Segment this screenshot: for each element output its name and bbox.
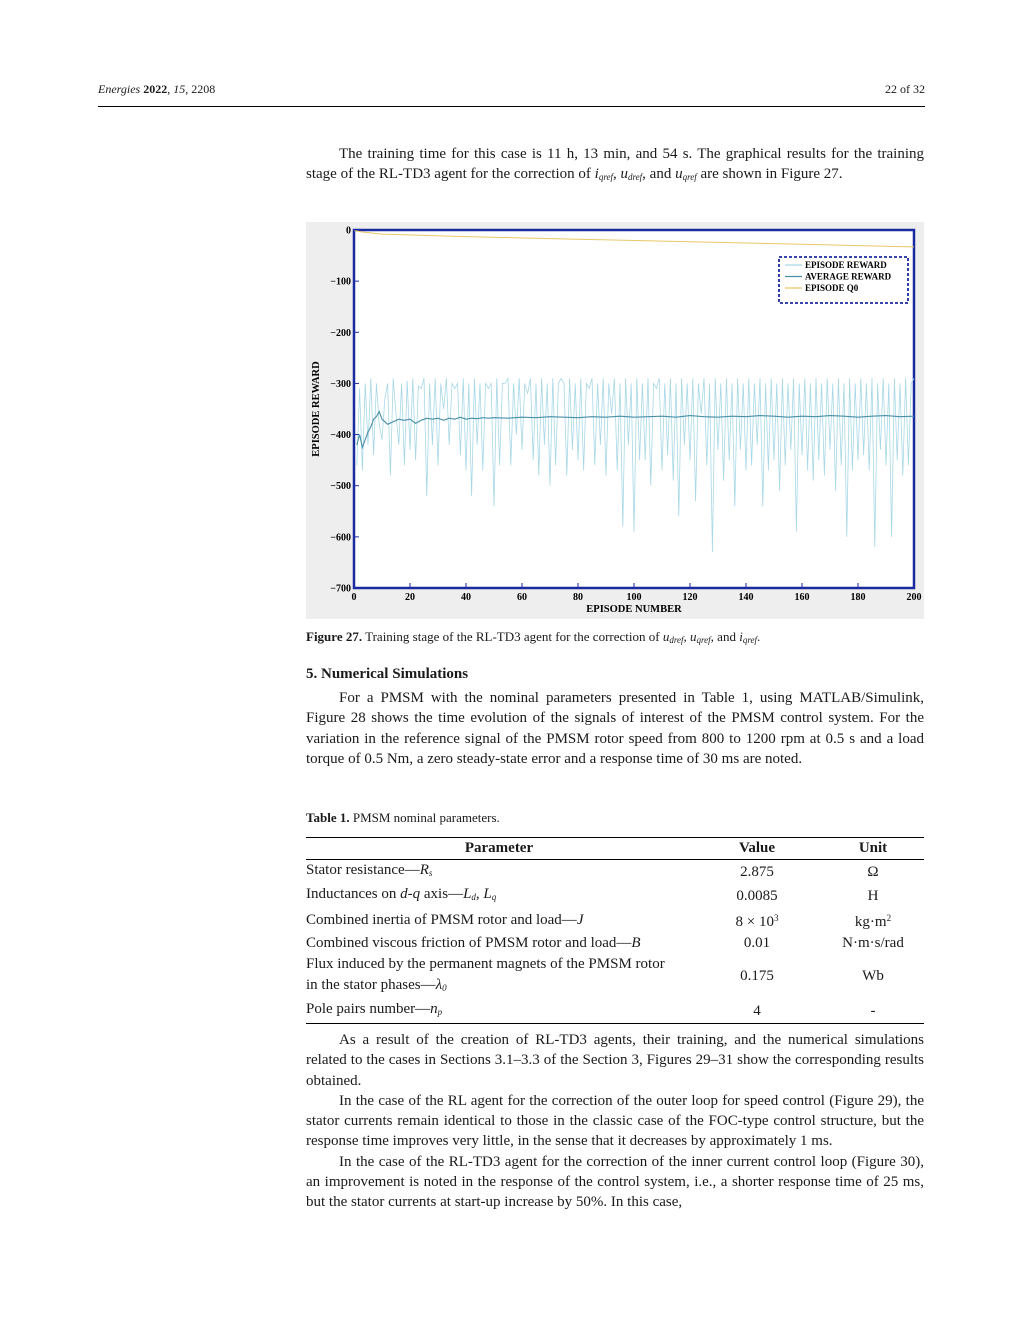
x-tick-label: 160	[794, 592, 810, 603]
caption-text: Training stage of the RL-TD3 agent for the correction of	[362, 629, 663, 644]
header-value: Value	[692, 838, 822, 860]
figure-27	[306, 222, 924, 619]
sep: , and	[710, 629, 740, 644]
param-symbol: n	[430, 1001, 438, 1017]
results-paragraph-1: As a result of the creation of RL-TD3 agents, their training, and the numerical simulations related to the cases in Sections 3.1–3.3 of the Section 3, Figures 29–31 show the corresponding results obtained.	[306, 1032, 924, 1089]
total-pages: 32	[913, 82, 925, 96]
y-tick-label: −300	[330, 378, 351, 390]
x-tick-label: 140	[738, 592, 754, 603]
legend-entry: EPISODE Q0	[805, 283, 859, 293]
param-sub: d	[471, 892, 476, 902]
param-text: Stator resistance—	[306, 862, 420, 878]
table-header-row	[306, 838, 924, 860]
intro-text-2: are shown in Figure 27.	[696, 166, 843, 183]
sub-dref: dref	[627, 172, 643, 183]
unit-cell: N·m·s/rad	[842, 935, 904, 951]
param-text: Pole pairs number—	[306, 1001, 431, 1017]
table-1	[306, 837, 924, 1024]
section-5	[306, 666, 924, 769]
x-tick-label: 40	[461, 592, 471, 603]
x-tick-label: 120	[682, 592, 698, 603]
unit-cell	[822, 908, 924, 933]
unit-cell: Ω	[867, 863, 879, 880]
intro-text-1: The training time for this case is 11 h, 13 min, and 54 s. The graphical results for the training stage of the RL-TD3 agent for the correction of	[306, 146, 924, 183]
table-caption-text: PMSM nominal parameters.	[349, 810, 500, 825]
param-text: axis—	[420, 886, 464, 902]
sep: .	[757, 629, 761, 644]
x-tick-label: 80	[573, 592, 583, 603]
var-u: u	[675, 166, 683, 183]
sep: , and	[642, 166, 676, 183]
y-axis-label: EPISODE REWARD	[311, 361, 322, 457]
table-row	[306, 954, 924, 999]
journal-name: Energies	[98, 82, 141, 96]
table-row	[306, 933, 924, 954]
y-tick-label: 0	[346, 225, 351, 237]
param-text: Flux induced by the permanent magnets of the PMSM rotor in the stator phases—	[306, 956, 665, 993]
chart-legend	[779, 257, 908, 303]
section-title: 5. Numerical Simulations	[306, 666, 469, 682]
y-tick-label: −500	[330, 481, 351, 493]
x-tick-label: 100	[626, 592, 642, 603]
page-header	[98, 80, 925, 107]
section-5-paragraph: For a PMSM with the nominal parameters presented in Table 1, using MATLAB/Simulink, Figure 28 shows the time evolution of the signals of interest of the PMSM control system. For the variation in the reference signal of the PMSM rotor speed from 800 to 1200 rpm at 0.5 s and a load torque of 0.5 Nm, a zero steady-state error and a response time of 30 ms are noted.	[306, 690, 924, 767]
results-text	[306, 1030, 924, 1213]
results-paragraph-3: In the case of the RL-TD3 agent for the correction of the inner current control loop (Figure 30), an improvement is noted in the response of the control system, i.e., a shorter response time of 25 ms, but the stator currents at start-up increase by 50%. In this case,	[306, 1153, 924, 1211]
legend-entry: EPISODE REWARD	[805, 260, 887, 270]
current-page: 22	[885, 82, 897, 96]
sub-qref: qref	[696, 635, 711, 645]
param-text: Combined inertia of PMSM rotor and load—	[306, 912, 577, 928]
x-tick-label: 180	[850, 592, 866, 603]
param-text: Combined viscous friction of PMSM rotor and load—	[306, 935, 632, 951]
table-row	[306, 999, 924, 1024]
var-i: i	[739, 629, 743, 644]
value-text: 8 × 10	[735, 914, 774, 930]
results-paragraph-2: In the case of the RL agent for the correction of the outer loop for speed control (Figure 29), the stator currents remain identical to those in the classic case of the FOC-type control structure, but the response time improves very little, in the sense that it decreases by approximately 1 ms.	[306, 1092, 924, 1150]
param-text: Inductances on	[306, 886, 401, 902]
table-label: Table 1.	[306, 810, 350, 825]
x-tick-label: 60	[517, 592, 527, 603]
value-cell: 0.0085	[736, 887, 778, 904]
param-sub: 0	[442, 983, 447, 993]
var-u: u	[662, 629, 670, 644]
table-1-caption	[306, 809, 924, 827]
param-cell	[306, 860, 692, 885]
sub-qref: qref	[682, 172, 697, 183]
param-symbol: J	[576, 912, 584, 928]
param-sub: s	[428, 868, 433, 878]
y-tick-label: −200	[330, 327, 351, 339]
figure-27-caption	[306, 628, 924, 649]
y-tick-label: −600	[330, 532, 351, 544]
parameters-table	[306, 837, 924, 1024]
param-symbol: R	[419, 862, 429, 878]
param-symbol: L	[463, 886, 472, 902]
param-cell	[306, 999, 692, 1024]
param-sub: p	[437, 1007, 443, 1017]
param-sub: q	[491, 892, 497, 902]
value-cell: 0.01	[743, 935, 771, 951]
value-cell	[692, 908, 822, 933]
param-cell	[306, 908, 692, 933]
sub-qref: qref	[742, 635, 757, 645]
unit-cell: Wb	[862, 968, 884, 984]
article-number: 2208	[191, 82, 216, 96]
param-symbol: L	[483, 886, 492, 902]
sep: ,	[683, 629, 690, 644]
param-symbol: B	[631, 935, 641, 951]
param-cell	[306, 933, 692, 954]
param-italic: d-q	[400, 886, 421, 902]
intro-paragraph	[306, 144, 924, 188]
y-tick-label: −100	[330, 276, 351, 288]
x-tick-label: 200	[906, 592, 922, 603]
unit-cell: -	[822, 999, 924, 1024]
journal-citation: Energies 2022, 15, 2208	[98, 82, 216, 96]
header-unit: Unit	[822, 838, 924, 860]
y-tick-label: −700	[330, 583, 351, 595]
intro-block	[306, 144, 924, 188]
sep: ,	[612, 166, 621, 183]
legend-entry: AVERAGE REWARD	[805, 271, 892, 282]
sub-qref: qref	[598, 172, 613, 183]
var-u: u	[690, 629, 697, 644]
sub-dref: dref	[669, 635, 684, 645]
table-row	[306, 884, 924, 908]
param-symbol: λ	[435, 977, 443, 993]
value-sup: 3	[773, 913, 779, 923]
x-tick-label: 20	[405, 592, 415, 603]
param-cell	[306, 954, 692, 999]
var-i: i	[594, 166, 599, 183]
unit-cell: H	[867, 887, 879, 904]
unit-sup: 2	[886, 913, 892, 923]
journal-volume: 15	[173, 82, 186, 96]
page-number	[885, 82, 925, 97]
table-row	[306, 908, 924, 933]
x-axis-label: EPISODE NUMBER	[586, 604, 682, 615]
header-parameter: Parameter	[306, 838, 692, 860]
var-u: u	[620, 166, 628, 183]
table-row	[306, 860, 924, 885]
training-chart	[306, 222, 924, 619]
param-cell: Inductances on d-q $axis—L_d$, $L_q$	[306, 886, 497, 902]
y-tick-label: −400	[330, 430, 351, 442]
unit-text: kg·m	[854, 914, 887, 930]
figure-label: Figure 27.	[306, 629, 363, 644]
x-tick-label: 0	[351, 592, 357, 603]
page-of: of	[900, 82, 910, 96]
journal-year: 2022	[143, 82, 168, 96]
value-cell: 0.175	[740, 968, 774, 984]
value-cell: 2.875	[740, 863, 774, 880]
value-cell: 4	[692, 999, 822, 1024]
